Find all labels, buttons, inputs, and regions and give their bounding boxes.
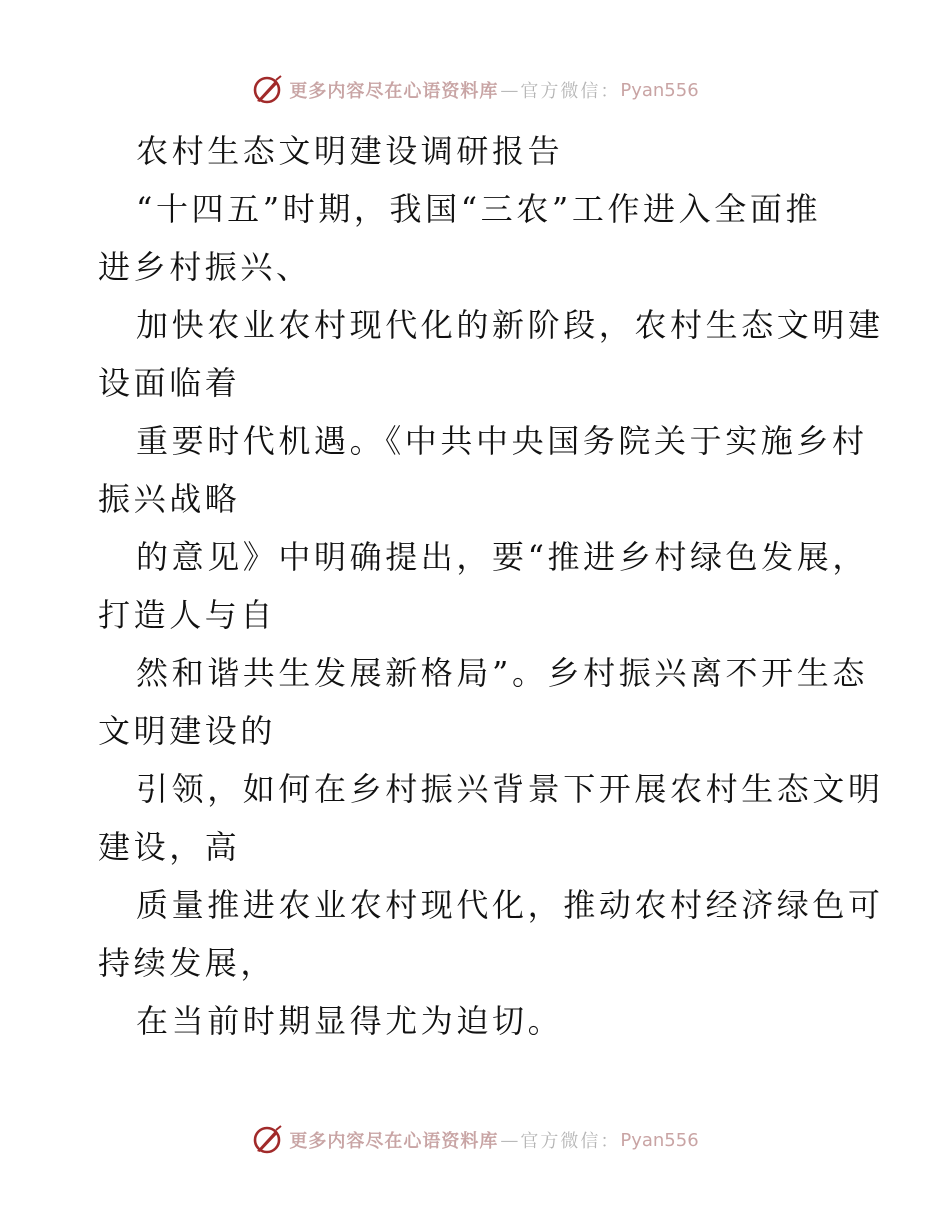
paragraph-line: 打造人与自	[98, 596, 277, 634]
banner-slogan: 更多内容尽在心语资料库	[289, 1131, 499, 1152]
quill-seal-icon	[251, 74, 283, 106]
paragraph-line: 引领，如何在乡村振兴背景下开展农村生态文明	[136, 770, 884, 808]
paragraph-line: 进乡村振兴、	[98, 248, 312, 286]
paragraph-line: 持续发展，	[98, 944, 277, 982]
paragraph-line: 加快农业农村现代化的新阶段，农村生态文明建	[136, 306, 884, 344]
header-banner	[0, 70, 950, 110]
footer-banner	[0, 1120, 950, 1160]
paragraph-line: 振兴战略	[98, 480, 241, 518]
banner-separator: —	[500, 79, 519, 101]
paragraph-line: 设面临着	[98, 364, 241, 402]
paragraph-line: 在当前时期显得尤为迫切。	[136, 1002, 564, 1040]
quill-seal-icon	[251, 1124, 283, 1156]
document-body	[98, 122, 884, 1050]
banner-wechat-label: 官方微信：	[520, 81, 621, 102]
banner-wechat-id: Pyan556	[620, 79, 699, 101]
banner-separator: —	[500, 1129, 519, 1151]
banner-wechat-id: Pyan556	[620, 1129, 699, 1151]
document-title: 农村生态文明建设调研报告	[136, 132, 564, 170]
paragraph-line: 文明建设的	[98, 712, 277, 750]
paragraph-line: 建设，高	[98, 828, 241, 866]
banner-slogan: 更多内容尽在心语资料库	[289, 81, 499, 102]
banner-wechat-label: 官方微信：	[520, 1131, 621, 1152]
paragraph-line: 然和谐共生发展新格局”。乡村振兴离不开生态	[136, 654, 868, 692]
paragraph-line: 质量推进农业农村现代化，推动农村经济绿色可	[136, 886, 884, 924]
paragraph-line: 重要时代机遇。《中共中央国务院关于实施乡村	[136, 422, 868, 460]
paragraph-line: “十四五”时期，我国“三农”工作进入全面推	[136, 190, 822, 228]
paragraph-line: 的意见》中明确提出，要“推进乡村绿色发展，	[136, 538, 868, 576]
